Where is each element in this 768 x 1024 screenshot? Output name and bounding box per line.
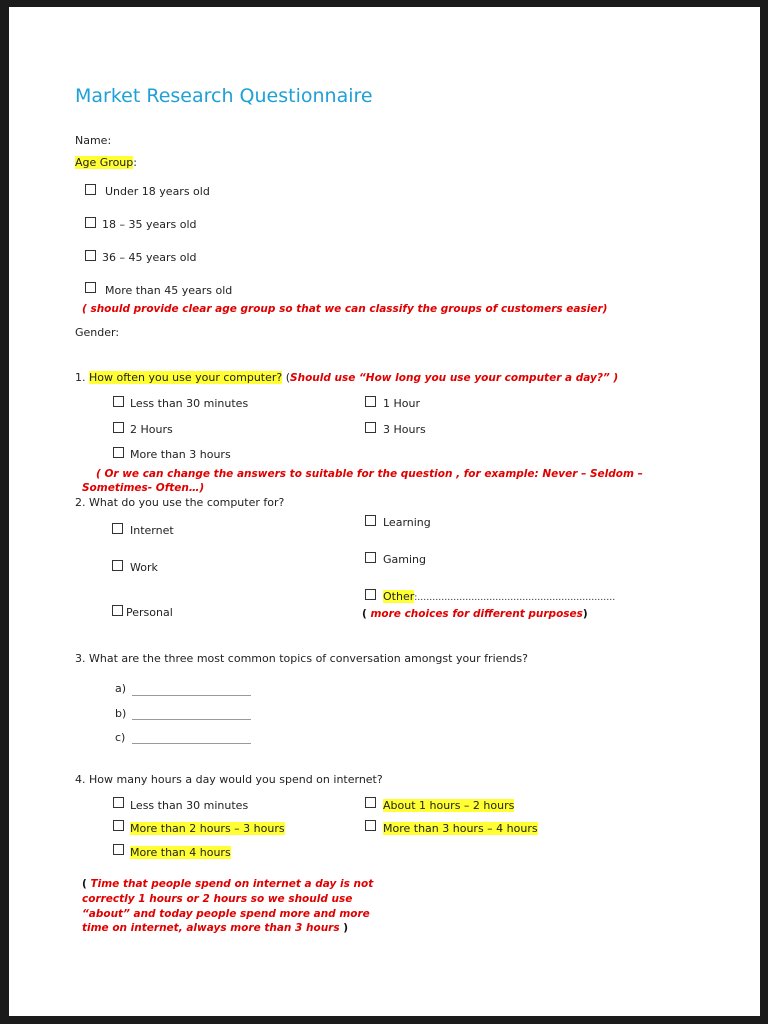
q2-option-personal-label: Personal — [126, 606, 173, 619]
q3-item-b-label: b) — [115, 707, 127, 720]
q4-note-open: ( — [82, 878, 91, 890]
age-group-comment: ( should provide clear age group so that we can classify the groups of customers easier) — [82, 303, 608, 315]
q4-option-1-2-hours-checkbox[interactable] — [365, 797, 376, 808]
q1-option-more-3-checkbox[interactable] — [113, 447, 124, 458]
q2-note — [362, 607, 588, 621]
age-under-18-label: Under 18 years old — [105, 185, 210, 198]
age-18-35-checkbox[interactable] — [85, 217, 96, 228]
q4-note-line-1 — [82, 877, 373, 892]
age-36-45-label: 36 – 45 years old — [102, 251, 197, 264]
q4-option-1-2-hours-text: About 1 hours – 2 hours — [383, 799, 515, 812]
q4-note-line-3: “about” and today people spend more and more — [82, 907, 370, 920]
q4-note-line-2: correctly 1 hours or 2 hours so we should use — [82, 892, 353, 905]
document-page — [9, 7, 760, 1016]
q1-option-2-hours-checkbox[interactable] — [113, 422, 124, 433]
age-group-colon: : — [133, 156, 137, 169]
q2-question: 2. What do you use the computer for? — [75, 496, 285, 509]
q3-item-c-label: c) — [115, 731, 126, 744]
q2-option-gaming-checkbox[interactable] — [365, 552, 376, 563]
q4-option-more-4-text: More than 4 hours — [130, 846, 231, 859]
q1-note-line-2: Sometimes- Often…) — [82, 482, 205, 494]
age-group-label: Age Group — [75, 156, 134, 169]
q4-option-2-3-hours-text: More than 2 hours – 3 hours — [130, 822, 285, 835]
q4-option-more-4-label — [130, 846, 231, 860]
q4-note-text-4: time on internet, always more than 3 hours — [82, 922, 344, 935]
q4-option-3-4-hours-checkbox[interactable] — [365, 820, 376, 831]
age-under-18-checkbox[interactable] — [85, 184, 96, 195]
q2-note-close: ) — [582, 608, 588, 620]
q2-option-gaming-label: Gaming — [383, 553, 426, 566]
q1-comment: Should use “How long you use your computer a day?” ) — [290, 372, 619, 384]
q4-question: 4. How many hours a day would you spend on internet? — [75, 773, 383, 786]
q1-question — [75, 371, 618, 385]
q4-option-3-4-hours-text: More than 3 hours – 4 hours — [383, 822, 538, 835]
q4-option-3-4-hours-label — [383, 822, 538, 836]
q2-other-fill-line[interactable]: :………………………………………………………… — [414, 593, 616, 603]
q2-option-other-checkbox[interactable] — [365, 589, 376, 600]
age-over-45-label: More than 45 years old — [105, 284, 233, 297]
age-36-45-checkbox[interactable] — [85, 250, 96, 261]
q3-item-a-label: a) — [115, 682, 127, 695]
name-label: Name: — [75, 134, 112, 147]
q4-note — [82, 877, 373, 936]
q3-answer-b-line[interactable] — [132, 719, 251, 720]
q2-option-work-checkbox[interactable] — [112, 560, 123, 571]
q2-option-work-label: Work — [130, 561, 158, 574]
q1-note-line-1: ( Or we can change the answers to suitable for the question , for example: Never – Seldom – — [96, 468, 643, 480]
q4-option-2-3-hours-label — [130, 822, 285, 836]
age-18-35-label: 18 – 35 years old — [102, 218, 197, 231]
document-title: Market Research Questionnaire — [75, 85, 373, 107]
q2-note-open: ( — [362, 608, 371, 620]
q2-option-learning-checkbox[interactable] — [365, 515, 376, 526]
age-group-heading — [75, 156, 137, 170]
q4-option-less-30-checkbox[interactable] — [113, 797, 124, 808]
q2-option-internet-label: Internet — [130, 524, 174, 537]
gender-label: Gender: — [75, 326, 120, 339]
q4-option-1-2-hours-label — [383, 799, 514, 813]
q2-note-text: more choices for different purposes — [370, 608, 583, 620]
age-over-45-checkbox[interactable] — [85, 282, 96, 293]
q1-option-less-30-label: Less than 30 minutes — [130, 397, 249, 410]
q1-text: How often you use your computer? — [89, 371, 283, 384]
q3-question: 3. What are the three most common topics of conversation amongst your friends? — [75, 652, 528, 665]
q1-comment-open: ( — [282, 371, 291, 384]
q1-option-1-hour-checkbox[interactable] — [365, 396, 376, 407]
q4-note-text-1: Time that people spend on internet a day is not — [90, 878, 374, 890]
q4-note-close: ) — [343, 922, 349, 935]
q3-answer-a-line[interactable] — [132, 695, 251, 696]
q2-option-learning-label: Learning — [383, 516, 431, 529]
q1-option-more-3-label: More than 3 hours — [130, 448, 231, 461]
q1-option-3-hours-label: 3 Hours — [383, 423, 426, 436]
q2-option-personal-checkbox[interactable] — [112, 605, 123, 616]
q4-option-more-4-checkbox[interactable] — [113, 844, 124, 855]
q1-option-less-30-checkbox[interactable] — [113, 396, 124, 407]
q1-option-2-hours-label: 2 Hours — [130, 423, 173, 436]
q1-option-1-hour-label: 1 Hour — [383, 397, 420, 410]
q4-note-line-4 — [82, 921, 373, 936]
q2-option-other — [383, 590, 615, 605]
q4-option-less-30-label: Less than 30 minutes — [130, 799, 249, 812]
q3-answer-c-line[interactable] — [132, 743, 251, 744]
q2-option-other-label: Other — [383, 590, 415, 603]
q2-option-internet-checkbox[interactable] — [112, 523, 123, 534]
q4-option-2-3-hours-checkbox[interactable] — [113, 820, 124, 831]
q1-number: 1. — [75, 371, 89, 384]
q1-option-3-hours-checkbox[interactable] — [365, 422, 376, 433]
